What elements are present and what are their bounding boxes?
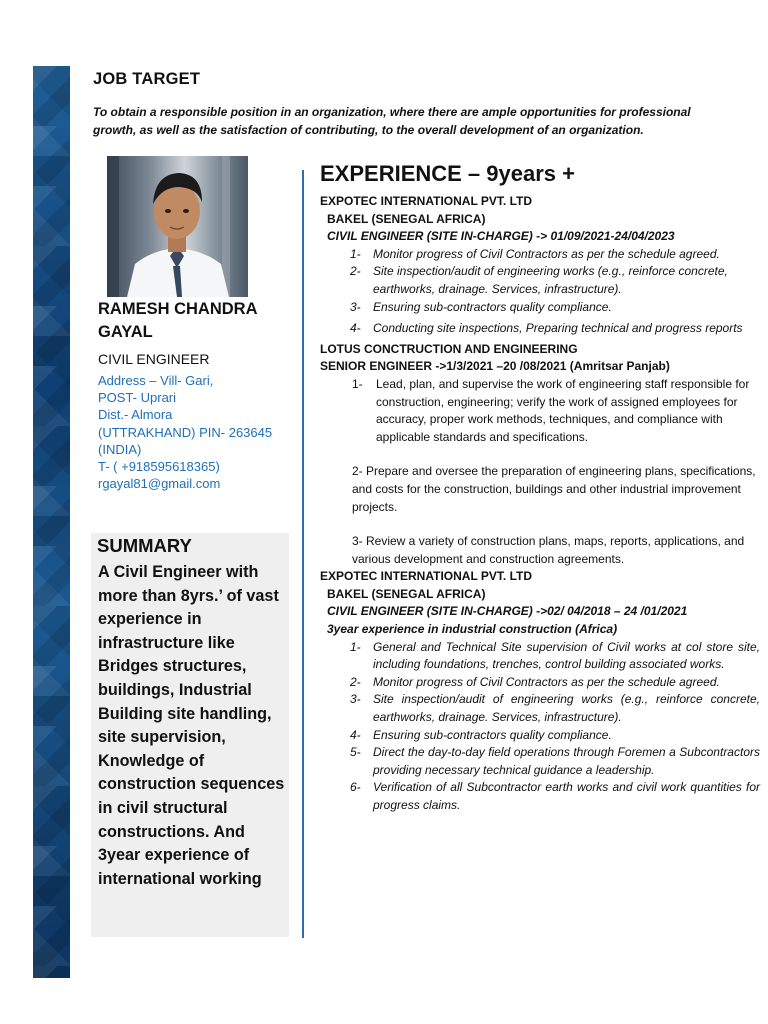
- name-line-2: GAYAL: [98, 323, 153, 341]
- name-line-1: RAMESH CHANDRA: [98, 300, 258, 318]
- list-item: 1- General and Technical Site supervision of Civil works at col store site, including foundations, trenches, control building associated works.: [350, 639, 760, 672]
- column-divider: [302, 170, 304, 938]
- list-item: 3- Site inspection/audit of engineering works (e.g., reinforce concrete, earthworks, drainage. Services, infrastructure).: [350, 692, 760, 725]
- job1-location: BAKEL (SENEGAL AFRICA): [327, 211, 486, 226]
- job1-duties: [320, 246, 760, 338]
- job-target-text: To obtain a responsible position in an organization, where there are ample opportunities for professional growth, as well as the satisfaction of contributing, to the overall development of an organization.: [93, 105, 691, 137]
- list-item: 4- Conducting site inspections, Preparing technical and progress reports: [350, 321, 743, 336]
- contact-address: Address – Vill- Gari,: [98, 373, 214, 388]
- candidate-role: CIVIL ENGINEER: [98, 351, 210, 367]
- experience-section: [320, 193, 760, 815]
- contact-district: Dist.- Almora: [98, 407, 173, 423]
- job2-duty-2: 2- Prepare and oversee the preparation of engineering plans, specifications, and costs for the construction, buildings and other industrial improvement projects.: [352, 464, 756, 514]
- job3-duties: [320, 639, 760, 815]
- profile-photo: [107, 156, 248, 297]
- job1-position: CIVIL ENGINEER (SITE IN-CHARGE) -> 01/09/2021-24/04/2023: [327, 229, 675, 244]
- contact-details: [98, 372, 298, 492]
- job1-company: EXPOTEC INTERNATIONAL PVT. LTD: [320, 194, 533, 208]
- person-portrait-icon: [107, 156, 248, 297]
- list-item: 3- Ensuring sub-contractors quality compliance.: [350, 299, 612, 314]
- contact-phone: T- ( +918595618365): [98, 459, 220, 475]
- job3-position: CIVIL ENGINEER (SITE IN-CHARGE) ->02/ 04/2018 – 24 /01/2021: [327, 604, 688, 619]
- candidate-name: [98, 298, 288, 344]
- decorative-sidebar-band: [33, 66, 70, 978]
- job3-company: EXPOTEC INTERNATIONAL PVT. LTD: [320, 569, 533, 584]
- job2-position: SENIOR ENGINEER ->1/3/2021 –20 /08/2021 (Amritsar Panjab): [320, 359, 670, 374]
- list-item: 1- Lead, plan, and supervise the work of engineering staff responsible for construction, engineering; verify the work of assigned employees for accuracy, proper work methods, techniques, and compliance with applicable standards and specifications.: [352, 376, 750, 444]
- job3-note: 3year experience in industrial construction (Africa): [327, 622, 618, 637]
- contact-state-pin: (UTTRAKHAND) PIN- 263645: [98, 424, 273, 440]
- experience-heading: EXPERIENCE – 9years +: [320, 161, 575, 186]
- list-item: 5- Direct the day-to-day field operations through Foremen a Subcontractors providing necessary technical guidance a leadership.: [350, 745, 760, 777]
- job-target-heading: JOB TARGET: [93, 70, 201, 88]
- job2-duties: [320, 376, 760, 446]
- contact-email[interactable]: rgayal81@gmail.com: [98, 476, 221, 492]
- contact-post: POST- Uprari: [98, 390, 177, 406]
- list-item: 4- Ensuring sub-contractors quality compliance.: [350, 727, 612, 742]
- list-item: 2- Site inspection/audit of engineering works (e.g., reinforce concrete, earthworks, drainage. Services, infrastructure).: [350, 264, 728, 296]
- contact-country: (INDIA): [98, 441, 142, 457]
- job2-duty-3: 3- Review a variety of construction plans, maps, reports, applications, and various development and construction agreements.: [352, 534, 745, 566]
- list-item: 1- Monitor progress of Civil Contractors as per the schedule agreed.: [350, 246, 720, 261]
- job3-location: BAKEL (SENEGAL AFRICA): [327, 586, 486, 601]
- summary-text: A Civil Engineer with more than 8yrs.’ of vast experience in infrastructure like Bridges structures, buildings, Industrial Building site handling, site supervision, Knowledge of construction sequences in civil structural constructions. And 3year experience of international working: [98, 563, 285, 888]
- list-item: 2- Monitor progress of Civil Contractors as per the schedule agreed.: [350, 674, 720, 689]
- list-item: 6- Verification of all Subcontractor earth works and civil work quantities for progress claims.: [350, 780, 760, 812]
- job2-company: LOTUS CONCTRUCTION AND ENGINEERING: [320, 341, 578, 356]
- summary-heading: SUMMARY: [97, 535, 192, 556]
